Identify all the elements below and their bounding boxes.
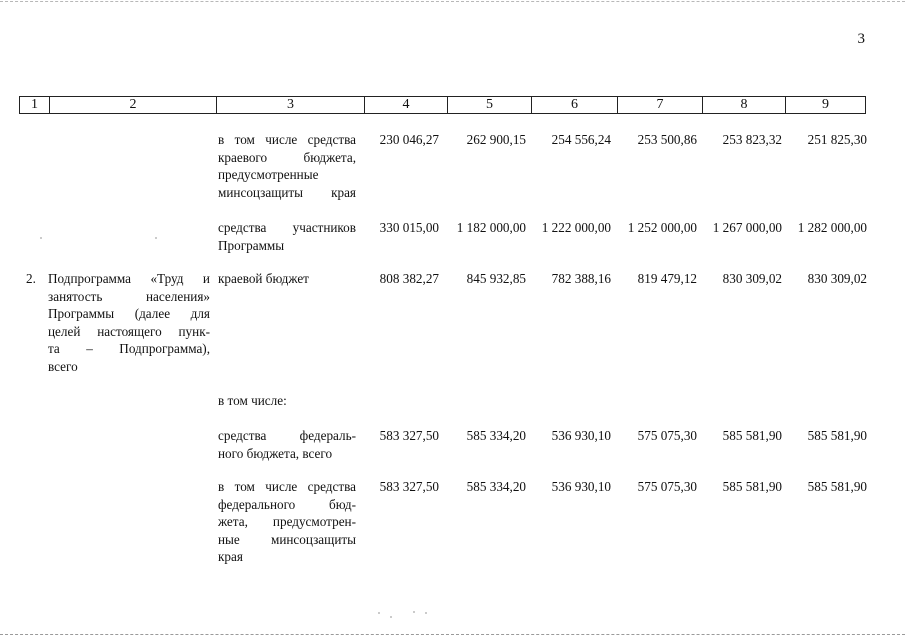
row-4-value-col4: 583 327,50 [379,428,439,443]
row-1-source-line: Программы [218,237,285,253]
row-5-value-col9: 585 581,90 [807,479,867,494]
column-header-5: 5 [448,97,532,114]
row-0-value-col8: 253 823,32 [722,132,782,147]
row-0-value-col7: 253 500,86 [637,132,697,147]
row-0-value-col9: 251 825,30 [807,132,867,147]
row-1-value-col8: 1 267 000,00 [712,220,782,235]
column-header-2: 2 [50,97,217,114]
row-0-value-col6: 254 556,24 [551,132,611,147]
row-2-title-line: та – Подпрограмма), [48,341,210,356]
scan-speck [413,611,415,613]
row-4-value-col7: 575 075,30 [637,428,697,443]
scan-edge-bottom [0,634,905,635]
row-5-value-col5: 585 334,20 [466,479,526,494]
row-2-number: 2. [26,271,36,286]
row-5-source-line: жета, предусмотрен- [218,514,356,529]
row-2-value-col9: 830 309,02 [807,271,867,286]
row-2-title-line: всего [48,358,78,374]
scan-speck [155,237,157,239]
row-4-value-col9: 585 581,90 [807,428,867,443]
row-2-value-col4: 808 382,27 [379,271,439,286]
row-0-value-col5: 262 900,15 [466,132,526,147]
row-5-source [218,478,356,566]
row-2-value-col6: 782 388,16 [551,271,611,286]
row-2-source: краевой бюджет [218,271,309,286]
scan-edge-top [0,1,905,2]
row-2-title [48,270,210,375]
row-0-value-col4: 230 046,27 [379,132,439,147]
row-4-source [218,427,356,462]
row-2-title-line: Программы (далее для [48,306,210,321]
scan-speck [390,616,392,618]
scan-speck [378,612,380,614]
row-4-value-col8: 585 581,90 [722,428,782,443]
row-2-value-col5: 845 932,85 [466,271,526,286]
row-2-title-line: целей настоящего пунк- [48,323,210,339]
row-1-value-col4: 330 015,00 [379,220,439,235]
row-0-source-line: предусмотренные [218,167,319,182]
row-2-title-line: занятость населения» [48,288,210,304]
row-1-value-col9: 1 282 000,00 [797,220,867,235]
row-5-value-col8: 585 581,90 [722,479,782,494]
page-number: 3 [857,31,865,47]
row-0-source-line: минсоцзащиты края [218,184,356,200]
row-5-value-col6: 536 930,10 [551,479,611,494]
column-header-6: 6 [532,97,618,114]
row-0-source-line: краевого бюджета, [218,149,356,165]
row-4-source-line: ного бюджета, всего [218,445,333,461]
scan-speck [425,612,427,614]
row-1-value-col5: 1 182 000,00 [456,220,526,235]
row-4-source-line: средства федераль- [218,428,356,443]
row-5-source-line: федерального бюд- [218,496,356,512]
row-5-source-line: ные минсоцзащиты [218,531,356,547]
column-number-header [19,96,866,114]
column-header-8: 8 [703,97,786,114]
row-5-value-col7: 575 075,30 [637,479,697,494]
row-5-source-line: в том числе средства [218,479,356,494]
row-1-source [218,219,356,254]
column-header-7: 7 [618,97,703,114]
row-0-source [218,131,356,201]
row-1-source-line: средства участников [218,220,356,235]
row-2-value-col7: 819 479,12 [637,271,697,286]
row-1-value-col7: 1 252 000,00 [627,220,697,235]
column-header-3: 3 [217,97,365,114]
row-2-title-line: Подпрограмма «Труд и [48,271,210,286]
row-5-value-col4: 583 327,50 [379,479,439,494]
row-4-value-col6: 536 930,10 [551,428,611,443]
row-0-source-line: в том числе средства [218,132,356,147]
column-header-9: 9 [786,97,866,114]
column-header-4: 4 [365,97,448,114]
column-header-1: 1 [20,97,50,114]
row-5-source-line: края [218,549,243,564]
row-2-value-col8: 830 309,02 [722,271,782,286]
row-4-value-col5: 585 334,20 [466,428,526,443]
row-1-value-col6: 1 222 000,00 [541,220,611,235]
row-3-source: в том числе: [218,393,287,408]
scan-speck [40,237,42,239]
